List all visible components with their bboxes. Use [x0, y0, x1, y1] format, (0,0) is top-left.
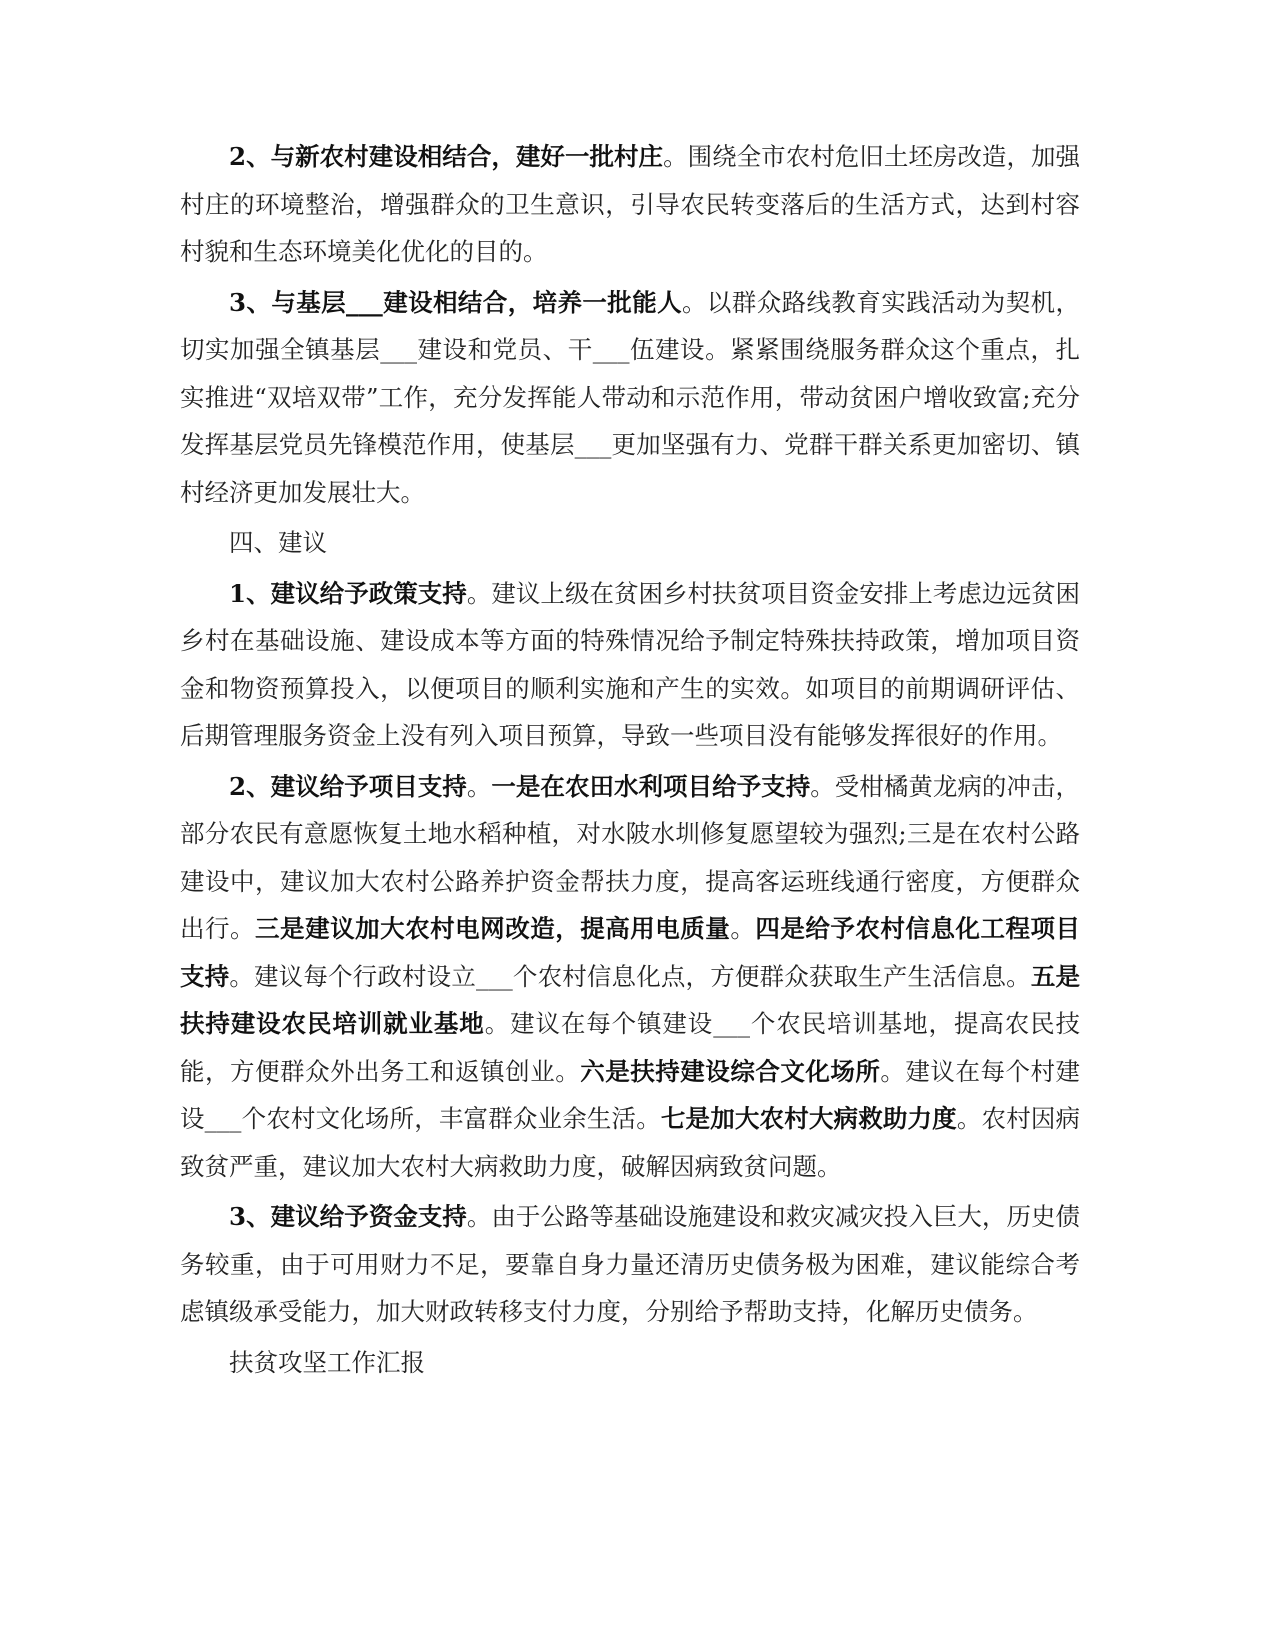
- paragraph-project-support: [180, 763, 1080, 1191]
- paragraph-text: 。围绕全市农村危旧土坯房改造，加强村庄的环境整治，增强群众的卫生意识，引导农民转变落后的生活方式，达到村容村貌和生态环境美化优化的目的。: [180, 142, 1081, 266]
- paragraph-text: 。受柑橘黄龙病的冲击，部分农民有意愿恢复土地水稻种植，对水陂水圳修复愿望较为强烈;三是在农村公路建设中，建议加大农村公路养护资金帮扶力度，提高客运班线通行密度，方便群众出行。: [180, 771, 1081, 943]
- paragraph-policy-support: [180, 570, 1080, 760]
- paragraph-new-village: [180, 133, 1080, 276]
- paragraph-point: 五是扶持建设农民培训就业基地: [180, 961, 1081, 1038]
- paragraph-funding-support: [180, 1193, 1080, 1336]
- paragraph-point: 六是扶持建设综合文化场所: [580, 1056, 881, 1086]
- paragraph-lead: 3、与基层___建设相结合，培养一批能人: [229, 287, 682, 317]
- paragraph-point: 一是在农田水利项目给予支持: [491, 771, 811, 801]
- paragraph-text: 。以群众路线教育实践活动为契机，切实加强全镇基层___建设和党员、干___伍建设。紧紧围绕服务群众这个重点，扎实推进“双培双带”工作，充分发挥能人带动和示范作用，带动贫困户增收致富;充分发挥基层党员先锋模范作用，使基层___更加坚强有力、党群干群关系更加密切、镇村经济更加发展壮大。: [180, 287, 1080, 507]
- paragraph-text: 。建议在每个村建设___个农村文化场所，丰富群众业余生活。: [180, 1056, 1081, 1133]
- paragraph-text: 。建议在每个镇建设___个农民培训基地，提高农民技能，方便群众外出务工和返镇创业。: [180, 1009, 1081, 1086]
- paragraph-point: 四是给予农村信息化工程项目支持: [180, 914, 1081, 991]
- paragraph-lead: 2、与新农村建设相结合，建好一批村庄: [229, 142, 664, 171]
- paragraph-lead: 2、建议给予项目支持: [229, 771, 467, 801]
- paragraph-text: 。: [466, 771, 492, 801]
- section-heading-suggestions: 四、建议: [229, 528, 327, 557]
- paragraph-text: 。农村因病致贫严重，建议加大农村大病救助力度，破解因病致贫问题。: [180, 1104, 1081, 1181]
- paragraph-point: 七是加大农村大病救助力度: [660, 1104, 957, 1133]
- paragraph-text: 。: [730, 914, 756, 943]
- paragraph-lead: 3、建议给予资金支持: [229, 1202, 467, 1231]
- paragraph-point: 三是建议加大农村电网改造，提高用电质量: [255, 914, 731, 943]
- report-title: 扶贫攻坚工作汇报: [229, 1347, 425, 1377]
- document-page: [180, 133, 1080, 1386]
- paragraph-text: 。建议上级在贫困乡村扶贫项目资金安排上考虑边远贫困乡村在基础设施、建设成本等方面的特殊情况给予制定特殊扶持政策，增加项目资金和物资预算投入，以便项目的顺利实施和产生的实效。如项目的前期调研评估、后期管理服务资金上没有列入项目预算，导致一些项目没有能够发挥很好的作用。: [180, 578, 1080, 750]
- paragraph-text: 。建议每个行政村设立___个农村信息化点，方便群众获取生产生活信息。: [229, 961, 1031, 991]
- paragraph-text: 。由于公路等基础设施建设和救灾减灾投入巨大，历史债务较重，由于可用财力不足，要靠自身力量还清历史债务极为困难，建议能综合考虑镇级承受能力，加大财政转移支付力度，分别给予帮助支持，化解历史债务。: [180, 1202, 1080, 1326]
- paragraph-lead: 1、建议给予政策支持: [229, 578, 467, 608]
- paragraph-grassroots: [180, 279, 1080, 517]
